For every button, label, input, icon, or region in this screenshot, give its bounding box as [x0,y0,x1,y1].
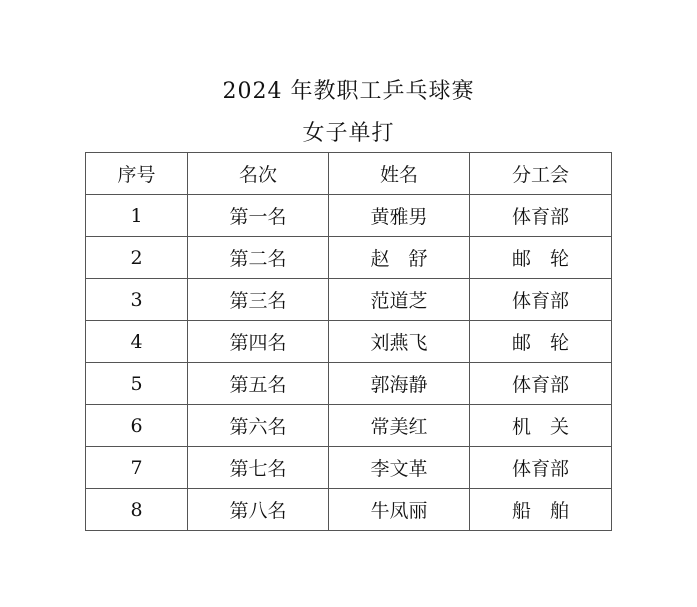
table-row [86,489,612,531]
cell-index: 7 [86,447,188,489]
cell-rank: 第三名 [188,279,329,321]
header-name: 姓名 [329,153,470,195]
cell-name: 刘燕飞 [329,321,470,363]
cell-rank: 第五名 [188,363,329,405]
cell-index: 2 [86,237,188,279]
cell-index: 1 [86,195,188,237]
header-index: 序号 [86,153,188,195]
cell-index: 3 [86,279,188,321]
cell-name: 李文革 [329,447,470,489]
cell-union: 体育部 [470,279,612,321]
cell-name: 常美红 [329,405,470,447]
cell-name: 牛凤丽 [329,489,470,531]
cell-union: 船 舶 [470,489,612,531]
cell-index: 4 [86,321,188,363]
cell-rank: 第二名 [188,237,329,279]
document-title: 2024 年教职工乒乓球赛 [222,79,475,104]
cell-index: 8 [86,489,188,531]
cell-rank: 第一名 [188,195,329,237]
cell-name: 范道芝 [329,279,470,321]
table-header-row [86,153,612,195]
results-table [85,152,612,531]
cell-rank: 第七名 [188,447,329,489]
cell-name: 赵 舒 [329,237,470,279]
cell-rank: 第六名 [188,405,329,447]
cell-name: 郭海静 [329,363,470,405]
cell-index: 6 [86,405,188,447]
cell-union: 邮 轮 [470,237,612,279]
cell-name: 黄雅男 [329,195,470,237]
cell-union: 机 关 [470,405,612,447]
table-row [86,279,612,321]
cell-rank: 第八名 [188,489,329,531]
table-row [86,447,612,489]
header-union: 分工会 [470,153,612,195]
cell-union: 邮 轮 [470,321,612,363]
table-row [86,237,612,279]
table-row [86,321,612,363]
document-subtitle: 女子单打 [302,121,395,146]
cell-union: 体育部 [470,363,612,405]
table-row [86,195,612,237]
table-row [86,363,612,405]
cell-union: 体育部 [470,447,612,489]
table-row [86,405,612,447]
header-rank: 名次 [188,153,329,195]
cell-index: 5 [86,363,188,405]
cell-rank: 第四名 [188,321,329,363]
cell-union: 体育部 [470,195,612,237]
